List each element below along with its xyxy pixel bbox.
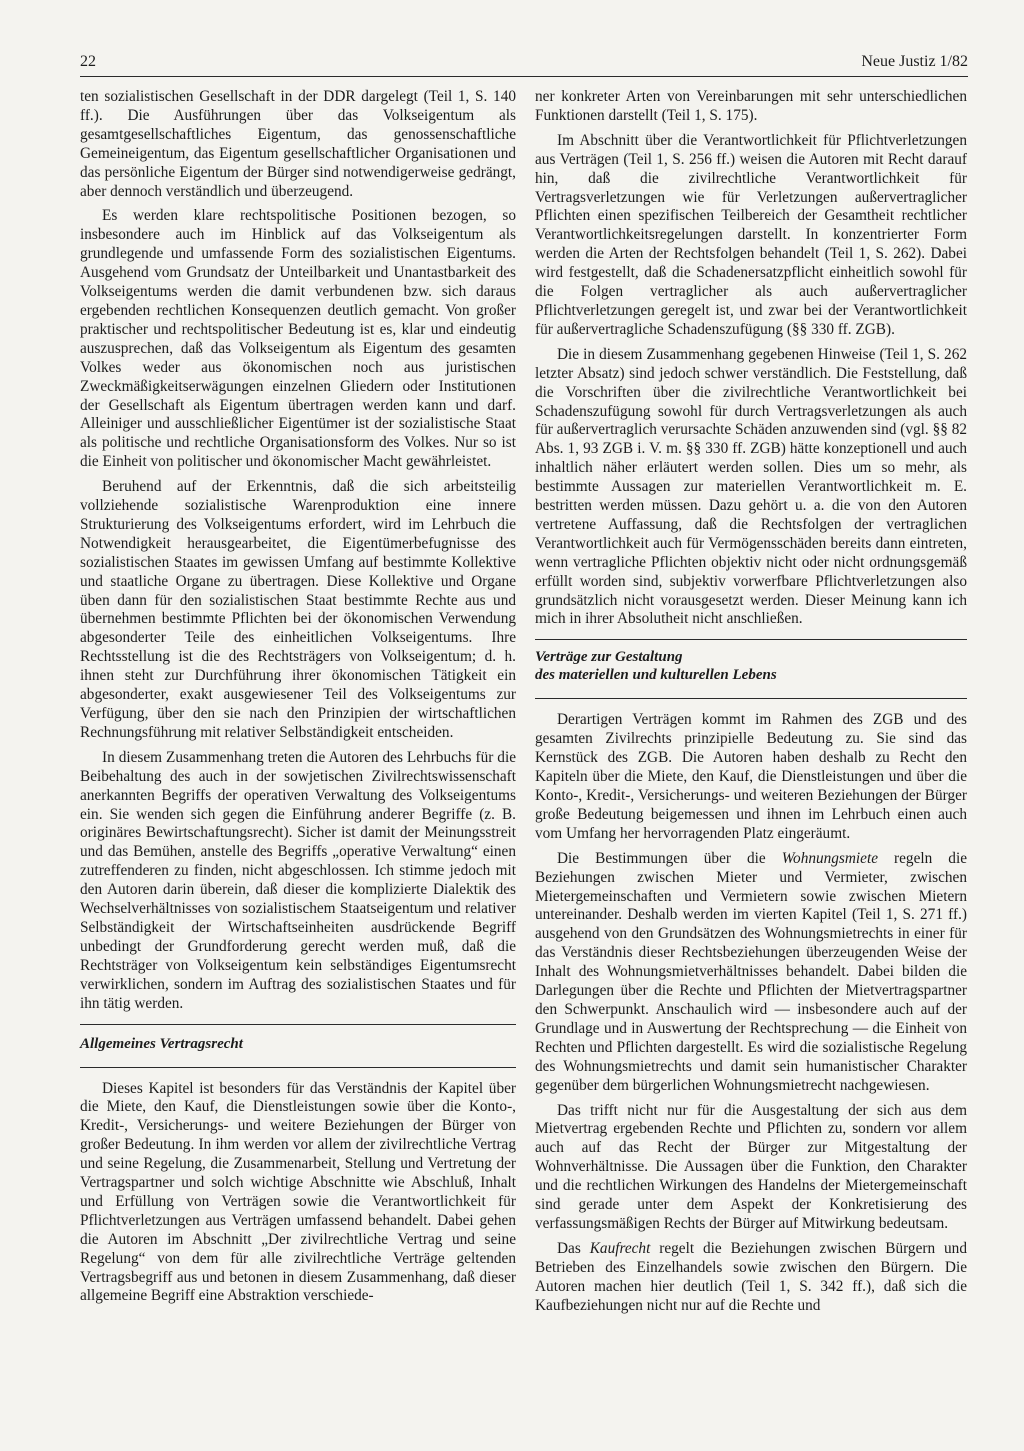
paragraph: ner konkreter Arten von Vereinbarungen mit sehr unterschiedlichen Funktionen darstellt (Teil 1, S. 175). bbox=[535, 88, 967, 124]
section-heading-line: Verträge zur Gestaltung bbox=[535, 649, 683, 666]
page-number: 22 bbox=[80, 53, 96, 70]
paragraph: Im Abschnitt über die Verantwortlichkeit für Pflichtverletzungen aus Verträgen (Teil 1, S. 256 ff.) weisen die Autoren mit Recht darauf hin, daß die zivilrechtliche Verantwortlichkeit für Vertragsverletzungen wie für Verletzungen außervertraglicher Pflichten einen spezifischen Teilbereich der Gesamtheit rechtlicher Verantwortlichkeitsregelungen darstellt. In konzentrierter Form werden die Arten der Rechtsfolgen behandelt (Teil 1, S. 262). Dabei wird festgestellt, daß die Schadenersatzpflicht einheitlich sowohl für die Folgen vertraglicher als auch außervertraglicher Pflichtverletzungen geregelt ist, und zwar bei der Verantwortlichkeit für außervertragliche Schadenszufügung (§§ 330 ff. ZGB). bbox=[535, 131, 967, 338]
paragraph: Derartigen Verträgen kommt im Rahmen des ZGB und des gesamten Zivilrechts prinzipielle Bedeutung zu. Sie sind das Kernstück des ZGB. Die Autoren haben deshalb zu Recht den Kapiteln über die Miete, den Kauf, die Dienstleistungen und über die Konto-, Kredit-, Versicherungs- und weiteren Beziehungen der Bürger große Bedeutung beigemessen und ihnen im Lehrbuch einen auch vom Umfang her hervorragenden Platz eingeräumt. bbox=[535, 711, 967, 842]
text-run: regelt die Beziehungen zwischen Bürgern und Betrieben des Einzelhandels sowie zwischen den Bürgern. Die Autoren machen hier deutlich (Teil 1, S. 342 ff.), daß sich die Kaufbeziehungen nicht nur auf die Rechte und bbox=[535, 1239, 967, 1314]
right-column bbox=[535, 88, 967, 1321]
paragraph: Die in diesem Zusammenhang gegebenen Hinweise (Teil 1, S. 262 letzter Absatz) sind jedoch schwer verständlich. Die Feststellung, daß die Vorschriften über die zivilrechtliche Verantwortlichkeit bei Schadenszufügung sowohl für durch Vertragsverletzungen als auch für außervertraglich verursachte Schäden anzuwenden sind (vgl. §§ 82 Abs. 1, 93 ZGB i. V. m. §§ 330 ff. ZGB) hätte konzeptionell und auch inhaltlich näher erläutert werden sollen. Dies um so mehr, als bestimmte Aussagen zur materiellen Verantwortlichkeit m. E. bestritten werden müssen. Dazu gehört u. a. die von den Autoren vertretene Auffassung, daß die Rechtsfolgen der vertraglichen Verantwortlichkeit auch für Vermögensschäden bereits dann eintreten, wenn vertragliche Pflichten objektiv nicht oder nicht ordnungsgemäß erfüllt worden sind, subjektiv vorwerfbare Pflichtverletzungen also grundsätzlich nicht vorausgesetzt werden. Dieser Meinung kann ich mich in ihrer Absolutheit nicht anschließen. bbox=[535, 345, 967, 628]
section-heading-line: des materiellen und kulturellen Lebens bbox=[535, 667, 777, 684]
paragraph: Dieses Kapitel ist besonders für das Verständnis der Kapitel über die Miete, den Kauf, die Dienstleistungen sowie über die Konto-, Kredit-, Versicherungs- und weitere Beziehungen der Bürger von großer Bedeutung. In ihm werden vor allem der zivilrechtliche Vertrag und seine Regelung, die Zusammenarbeit, Stellung und Vertretung der Vertragspartner und solch wichtige Abschnitte wie Abschluß, Inhalt und Erfüllung von Verträgen sowie die Verantwortlichkeit für Pflichtverletzungen aus Verträgen umfassend behandelt. Dabei gehen die Autoren im Abschnitt „Der zivilrechtliche Vertrag und seine Regelung“ von dem für alle zivilrechtliche Verträge geltenden Vertragsbegriff aus und betonen in diesem Zusammenhang, daß dieser allgemeine Begriff eine Abstraktion verschiede- bbox=[80, 1079, 516, 1305]
emphasis: Wohnungsmiete bbox=[781, 849, 879, 867]
paragraph: Beruhend auf der Erkenntnis, daß die sich arbeitsteilig vollziehende sozialistische Warenproduktion eine innere Strukturierung des Volkseigentums erfordert, wird im Lehrbuch die Notwendigkeit herausgearbeitet, die Eigentümerbefugnisse des sozialistischen Staates im gewissen Umfang auf bestimmte Kollektive und staatliche Organe zu übertragen. Diese Kollektive und Organe üben dann für den sozialistischen Staat bestimmte Rechte aus und übernehmen bestimmte Pflichten bei der ökonomischen Verwendung abgesonderter Teile des einheitlichen Volkseigentums. Ihre Rechtsstellung ist die des Rechtsträgers von Volkseigentum; d. h. ihnen steht zur Durchführung ihrer ökonomischen Tätigkeit ein abgesonderter, exakt ausgewiesener Teil des Volkseigentums zur Verfügung, über den sie nach den Prinzipien der wirtschaftlichen Rechnungsführung mit relativer Selbständigkeit entscheiden. bbox=[80, 478, 516, 741]
section-divider bbox=[80, 1024, 516, 1025]
section-heading: Allgemeines Vertragsrecht bbox=[80, 1035, 243, 1052]
text-run: Die Bestimmungen über die bbox=[557, 849, 782, 867]
section-divider bbox=[535, 639, 967, 640]
section-heading bbox=[535, 648, 967, 684]
paragraph: In diesem Zusammenhang treten die Autoren des Lehrbuchs für die Beibehaltung des auch in der sowjetischen Zivilrechtswissenschaft anerkannten Begriffs der operativen Verwaltung des Volkseigentums ein. Sie wenden sich gegen die Einführung anderer Begriffe (z. B. originäres Bewirtschaftungsrecht). Sicher ist damit der Meinungsstreit und das Bemühen, anstelle des Begriffs „operative Verwaltung“ einen zutreffenderen zu finden, nicht abgeschlossen. Ich stimme jedoch mit den Autoren darin überein, daß dieser die komplizierte Dialektik des Wechselverhältnisses von sozialistischem Staatseigentum und relativer Selbständigkeit der Wirtschaftseinheiten ausdrückende Begriff unbedingt der Grundforderung gerecht werden muß, daß die Rechtsträger von Volkseigentum kein selbständiges Eigentumsrecht verwirklichen, sondern im Auftrag des sozialistischen Staates und für ihn tätig werden. bbox=[80, 748, 516, 1012]
left-column bbox=[80, 88, 516, 1312]
header-rule bbox=[80, 76, 968, 77]
journal-title: Neue Justiz 1/82 bbox=[861, 53, 968, 70]
paragraph: Das trifft nicht nur für die Ausgestaltung der sich aus dem Mietvertrag ergebenden Rechte und Pflichten zu, sondern vor allem auch auf das Recht der Bürger zur Mitgestaltung der Wohnverhältnisse. Die Aussagen über die Funktion, den Charakter und die rechtlichen Wirkungen des Handelns der Mietergemeinschaft sind gerade unter dem Aspekt der Konkretisierung des verfassungsmäßigen Rechts der Bürger auf Mitwirkung bedeutsam. bbox=[535, 1101, 967, 1232]
paragraph bbox=[535, 1240, 967, 1316]
text-run: Das bbox=[557, 1239, 590, 1257]
paragraph bbox=[535, 850, 967, 1096]
paragraph: Es werden klare rechtspolitische Positionen bezogen, so insbesondere auch im Hinblick auf das Volkseigentum als grundlegende und umfassende Form des sozialistischen Eigentums. Ausgehend vom Grundsatz der Unteilbarkeit und Unantastbarkeit des Volkseigentums werden die damit verbundenen bzw. sich daraus ergebenden rechtlichen Konsequenzen deutlich gemacht. Von großer praktischer und rechtspolitischer Bedeutung ist es, klar und eindeutig auszusprechen, daß das Volkseigentum als Eigentum des gesamten Volkes weder aus ökonomischen noch aus juristischen Zweckmäßigkeitserwägungen einzelnen Gliedern oder Institutionen der Gesellschaft als Eigentum übertragen werden kann und darf. Alleiniger und ausschließlicher Eigentümer ist der sozialistische Staat als politische und rechtliche Organisationsform des Volkes. Nur so ist die Einheit von politischer und ökonomischer Macht gewährleistet. bbox=[80, 207, 516, 471]
emphasis: Kaufrecht bbox=[589, 1239, 651, 1257]
text-run: regeln die Beziehungen zwischen Mieter und Vermieter, zwischen Mietergemeinschaften und Vermietern sowie zwischen Mietern untereinander. Deshalb werden im vierten Kapitel (Teil 1, S. 271 ff.) ausgehend von den Grundsätzen des Wohnungsmietrechts in einer für das Verständnis dieser Rechtsbeziehungen überzeugenden Weise der Inhalt des Wohnungsmietverhältnisses behandelt. Dabei bilden die Darlegungen über die Rechte und Pflichten der Mietvertragspartner den Schwerpunkt. Anschaulich wird — insbesondere auch auf der Grundlage und in Auswertung der Rechtsprechung — die Einheit von Rechten und Pflichten dargestellt. Es wird die sozialistische Regelung des Wohnungsmietrechts und damit sein humanistischer Charakter gegenüber dem bürgerlichen Wohnungsmietrecht nachgewiesen. bbox=[535, 849, 967, 1094]
paragraph: ten sozialistischen Gesellschaft in der DDR dargelegt (Teil 1, S. 140 ff.). Die Ausführungen über das Volkseigentum als gesamtgesellschaftliches Eigentum, das genossenschaftliche Gemeineigentum, das Eigentum gesellschaftlicher Organisationen und das persönliche Eigentum der Bürger sind notwendigerweise gedrängt, aber dennoch verständlich und überzeugend. bbox=[80, 88, 516, 200]
